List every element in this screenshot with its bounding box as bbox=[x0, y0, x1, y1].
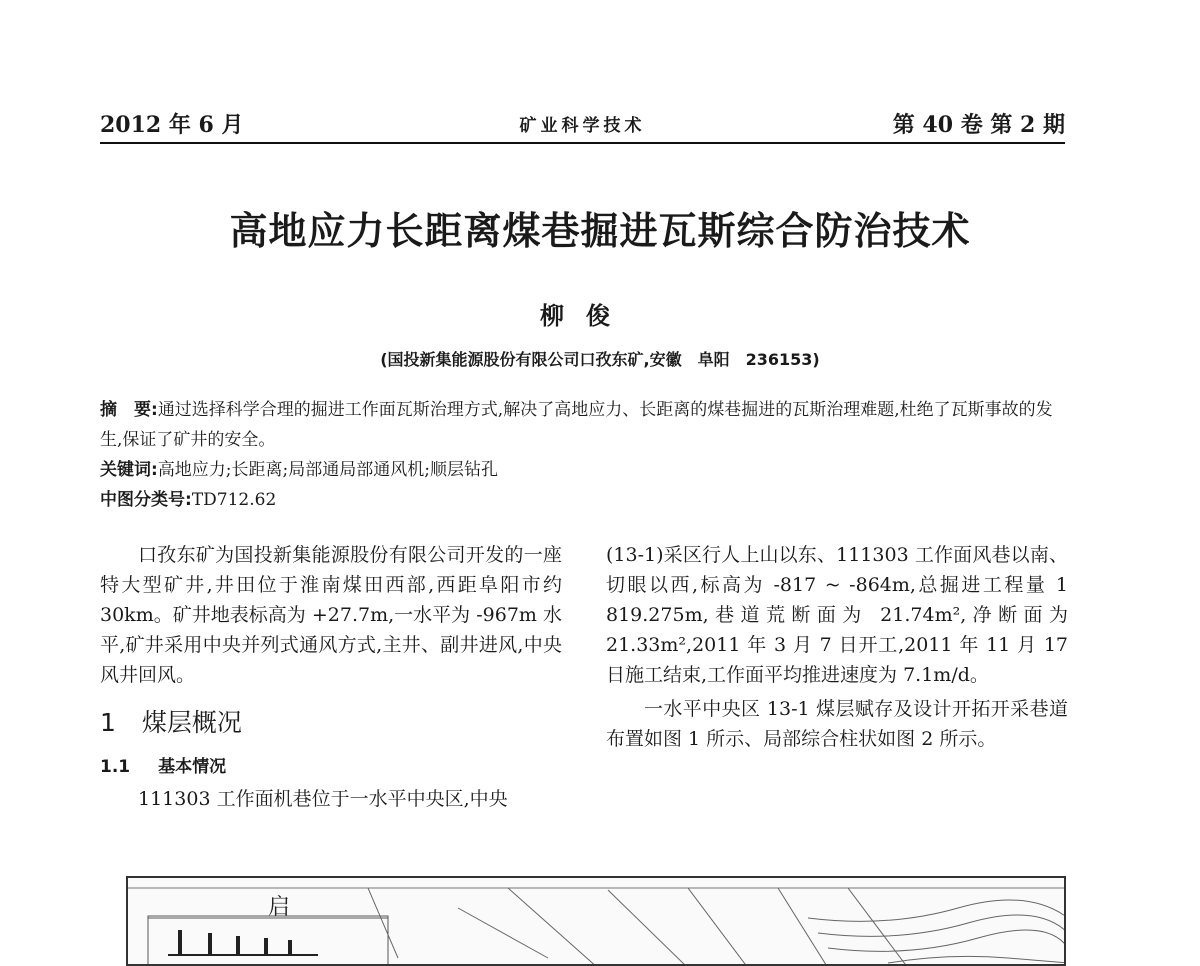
paragraph-1-start: 111303 工作面机巷位于一水平中央区,中央 bbox=[138, 788, 508, 810]
abstract-label: 摘 要: bbox=[100, 400, 158, 420]
paper-title: 高地应力长距离煤巷掘进瓦斯综合防治技术 bbox=[229, 209, 971, 253]
section-1-1-title: 基本情况 bbox=[158, 757, 227, 777]
column-right bbox=[606, 540, 1068, 754]
intro-paragraph: 口孜东矿为国投新集能源股份有限公司开发的一座特大型矿井,井田位于淮南煤田西部,西距阜阳市约 30km。矿井地表标高为 +27.7m,一水平为 -967m 水平,矿井采用中央并列式通风方式,主井、副井进风,中央风井回风。 bbox=[100, 544, 562, 686]
section-1-heading bbox=[100, 706, 562, 740]
clc-label: 中图分类号: bbox=[100, 490, 192, 510]
paragraph-1-continued: (13-1)采区行人上山以东、111303 工作面风巷以南、切眼以西,标高为 -817 ~ -864m,总掘进工程量 1 819.275m,巷道荒断面为 21.74m²,净断面为 21.33m²,2011 年 3 月 7 日开工,2011 年 11 月 17 日施工结束,工作面平均推进速度为 7.1m/d。 bbox=[606, 544, 1068, 686]
abstract-text: 通过选择科学合理的掘进工作面瓦斯治理方式,解决了高地应力、长距离的煤巷掘进的瓦斯治理难题,杜绝了瓦斯事故的发生,保证了矿井的安全。 bbox=[100, 400, 1053, 450]
section-1-1-number: 1.1 bbox=[100, 757, 131, 777]
keywords-label: 关键词: bbox=[100, 460, 158, 480]
volume-issue: 第 40 卷 第 2 期 bbox=[892, 112, 1065, 138]
header-rule bbox=[100, 142, 1065, 144]
classification bbox=[100, 485, 1068, 515]
column-left bbox=[100, 540, 562, 814]
figure-label: 启 bbox=[268, 895, 291, 920]
section-1-number: 1 bbox=[100, 708, 116, 737]
issue-date: 2012 年 6 月 bbox=[100, 112, 244, 138]
running-header bbox=[100, 108, 1065, 138]
affiliation: (国投新集能源股份有限公司口孜东矿,安徽 阜阳 236153) bbox=[380, 350, 820, 369]
abstract bbox=[100, 395, 1068, 455]
author-name: 柳俊 bbox=[540, 301, 632, 330]
keywords bbox=[100, 455, 1068, 485]
journal-name: 矿业科学技术 bbox=[519, 116, 646, 136]
section-1-1-heading bbox=[100, 752, 562, 782]
clc-code: TD712.62 bbox=[191, 490, 277, 510]
section-1-title: 煤层概况 bbox=[141, 708, 242, 737]
keywords-text: 高地应力;长距离;局部通局部通风机;顺层钻孔 bbox=[157, 460, 498, 480]
paragraph-2: 一水平中央区 13-1 煤层赋存及设计开拓开采巷道布置如图 1 所示、局部综合柱状如图 2 所示。 bbox=[606, 698, 1068, 750]
abstract-block bbox=[100, 395, 1068, 515]
